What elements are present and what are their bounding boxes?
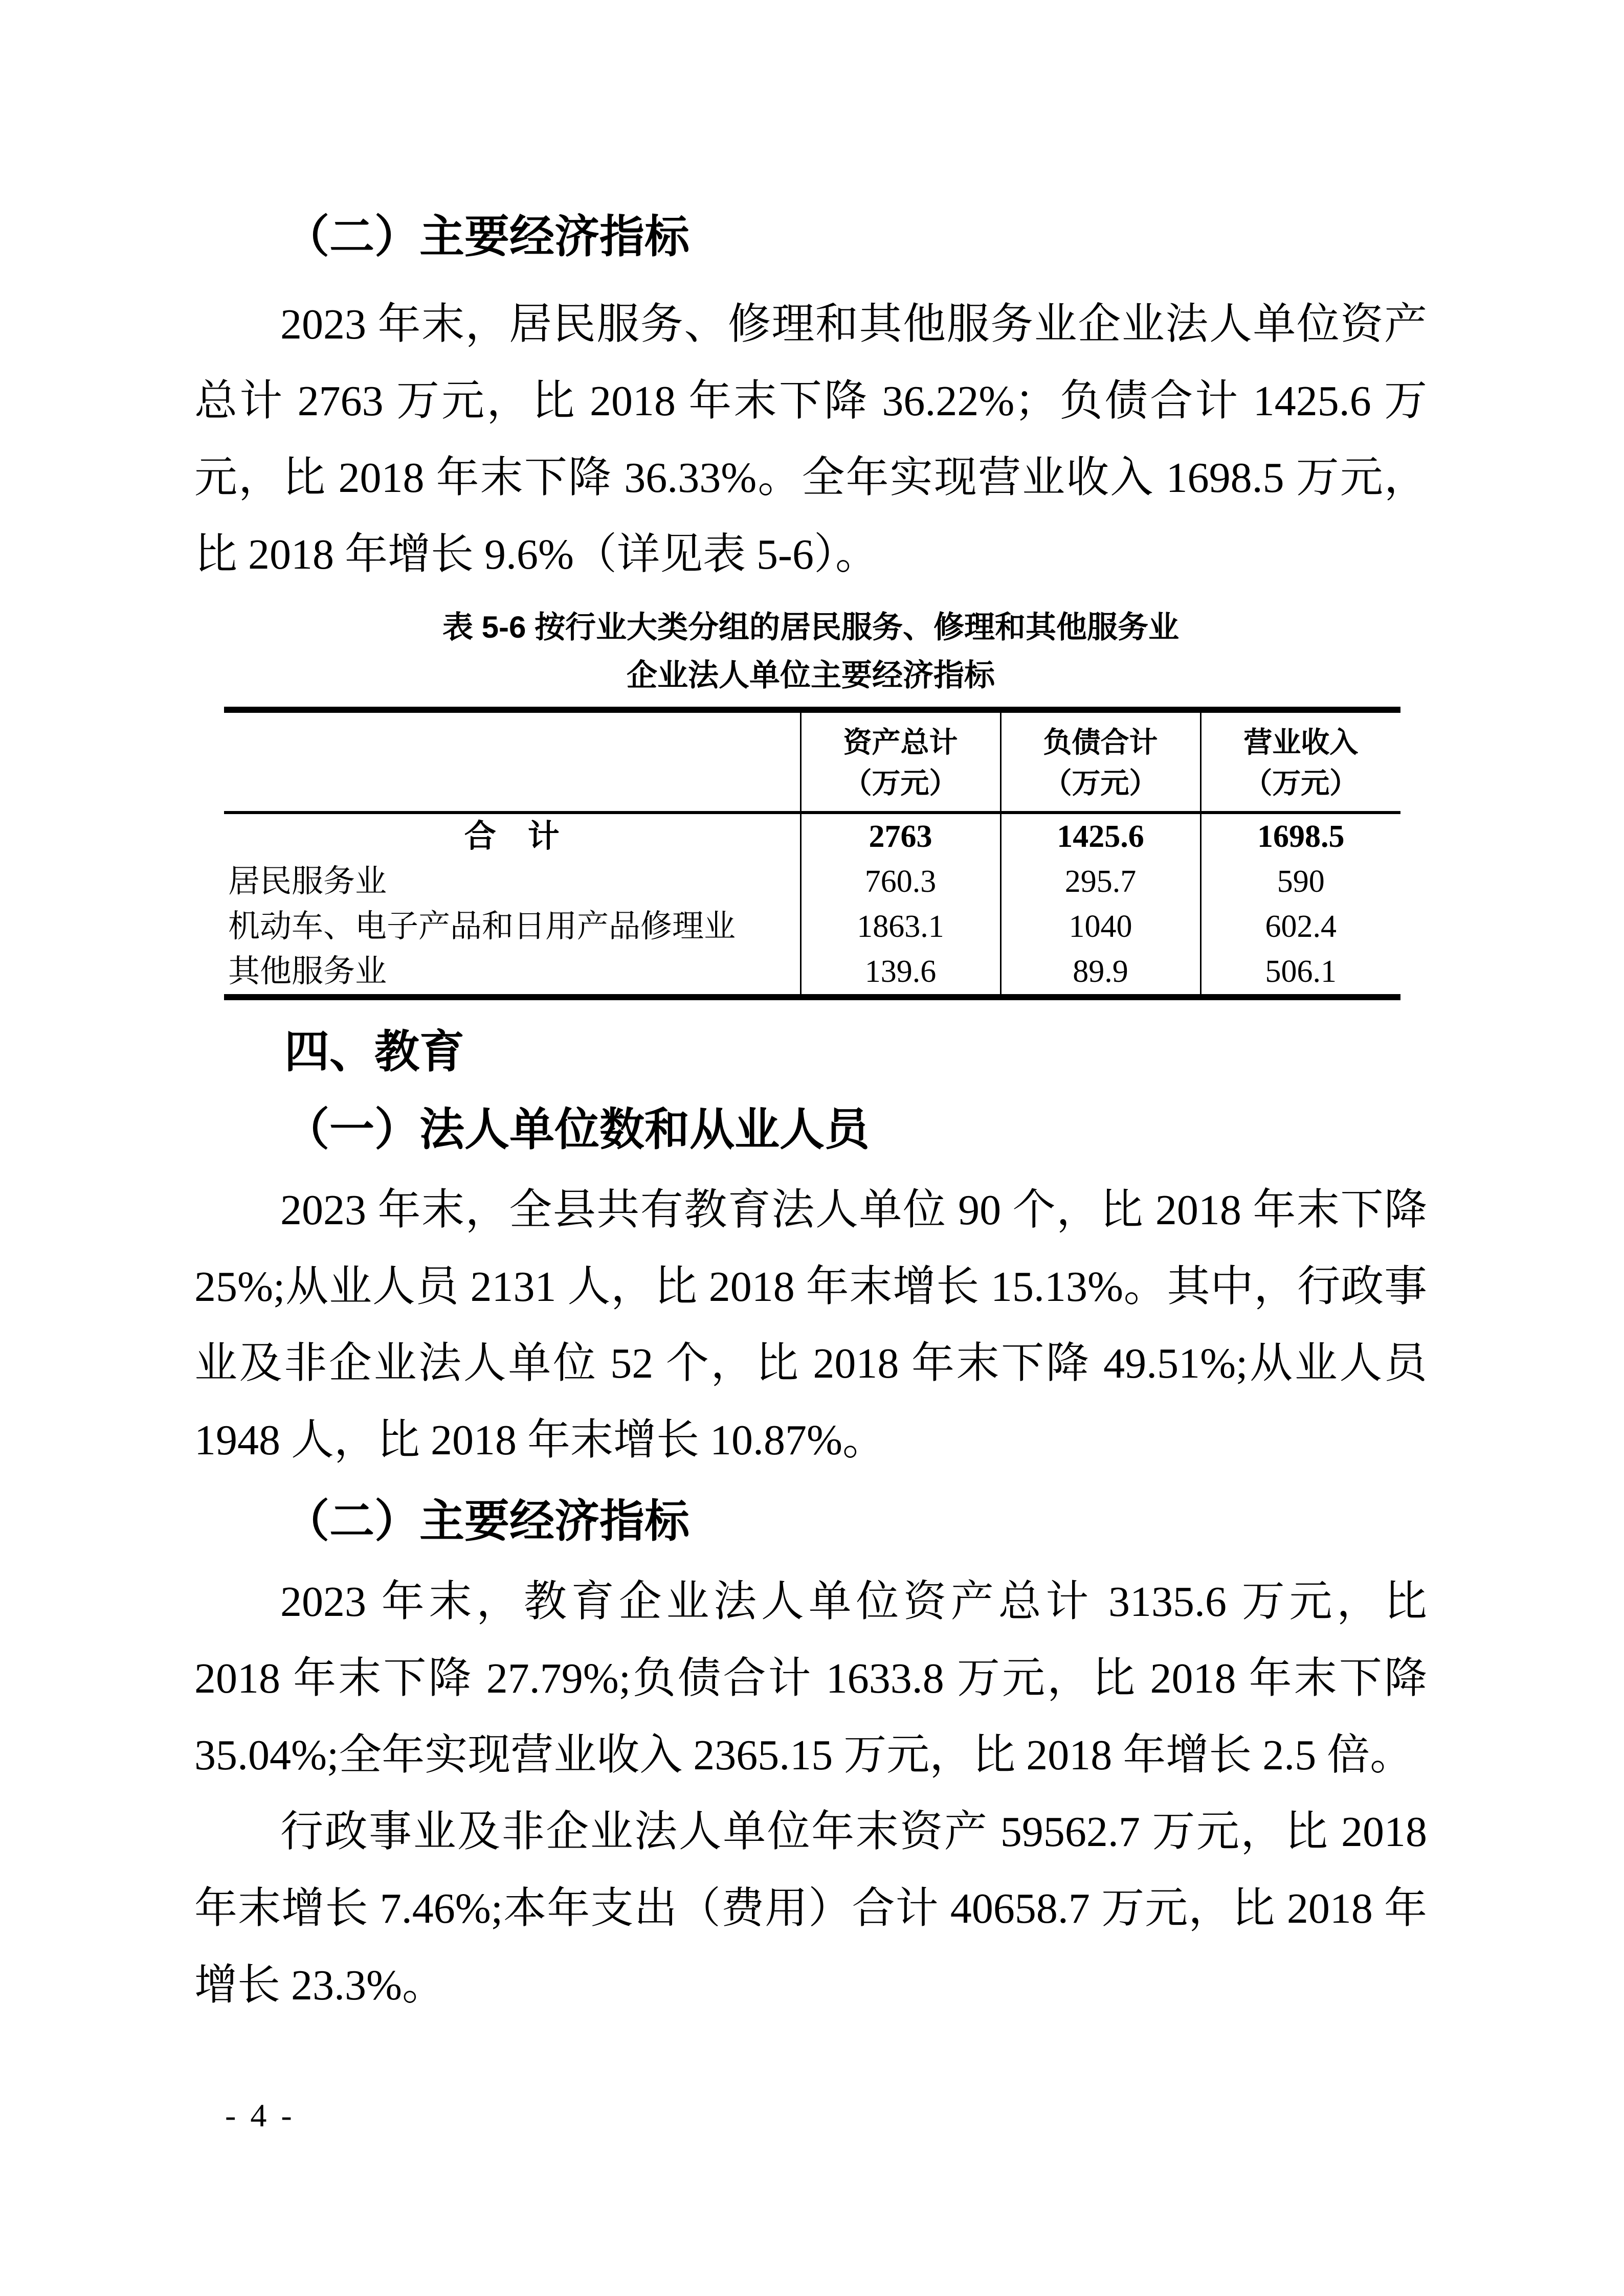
column-header-assets [800, 710, 1000, 813]
row-label: 机动车、电子产品和日用产品修理业 [228, 909, 736, 944]
column-header-assets-unit: （万元） [843, 767, 958, 799]
heading-education: 四、教育 [284, 1026, 465, 1077]
table-body [224, 813, 1400, 997]
cell-revenue: 1698.5 [1200, 813, 1400, 859]
cell-assets: 139.6 [800, 949, 1000, 997]
column-header-liabilities [1000, 710, 1200, 813]
page-number: - 4 - [225, 2097, 295, 2133]
heading-education-econ-indicators: （二）主要经济指标 [284, 1497, 690, 1547]
paragraph-education-econ-1: 2023 年末，教育企业法人单位资产总计 3135.6 万元，比 2018 年末下降 27.79%;负债合计 1633.8 万元，比 2018 年末下降 35.04%;全年实现营业收入 2365.15 万元，比 2018 年增长 2.5 倍。 [194, 1578, 1427, 1779]
table-caption [194, 603, 1427, 700]
paragraph-service-econ: 2023 年末，居民服务、修理和其他服务业企业法人单位资产总计 2763 万元，比 2018 年末下降 36.22%；负债合计 1425.6 万元，比 2018 年末下降 36.33%。全年实现营业收入 1698.5 万元，比 2018 年增长 9.6%（详见表 5-6）。 [194, 301, 1427, 578]
cell-liabilities: 1425.6 [1000, 813, 1200, 859]
column-header-liabilities-unit: （万元） [1043, 767, 1158, 799]
paragraph-education-units-staff: 2023 年末，全县共有教育法人单位 90 个，比 2018 年末下降 25%;从业人员 2131 人，比 2018 年末增长 15.13%。其中，行政事业及非企业法人单位 52 个，比 2018 年末下降 49.51%;从业人员 1948 人，比 2018 年末增长 10.87%。 [194, 1186, 1427, 1464]
cell-revenue: 590 [1200, 859, 1400, 904]
page-content [194, 205, 1427, 2024]
column-header-assets-title: 资产总计 [843, 726, 958, 758]
heading-education-units-staff: （一）法人单位数和从业人员 [284, 1106, 870, 1155]
cell-revenue: 506.1 [1200, 949, 1400, 997]
cell-liabilities: 295.7 [1000, 859, 1200, 904]
column-header-revenue [1200, 710, 1400, 813]
row-label: 合 计 [464, 819, 560, 854]
table-header-row [224, 710, 1400, 813]
cell-assets: 2763 [800, 813, 1000, 859]
heading-service-econ-indicators: （二）主要经济指标 [284, 213, 690, 262]
table-row [224, 949, 1400, 997]
cell-liabilities: 1040 [1000, 904, 1200, 949]
table-row-total [224, 813, 1400, 859]
table-row [224, 859, 1400, 904]
cell-revenue: 602.4 [1200, 904, 1400, 949]
row-label: 居民服务业 [228, 864, 387, 899]
paragraph-education-econ-2: 行政事业及非企业法人单位年末资产 59562.7 万元，比 2018 年末增长 7.46%;本年支出（费用）合计 40658.7 万元，比 2018 年增长 23.3%。 [194, 1808, 1427, 2009]
table-5-6 [224, 707, 1400, 1000]
column-header-liabilities-title: 负债合计 [1043, 726, 1158, 758]
column-header-revenue-title: 营业收入 [1243, 726, 1359, 758]
column-header-industry [224, 710, 800, 813]
table-row [224, 904, 1400, 949]
row-label: 其他服务业 [228, 954, 387, 989]
column-header-revenue-unit: （万元） [1243, 767, 1359, 799]
table-caption-line1: 表 5-6 按行业大类分组的居民服务、修理和其他服务业 [442, 610, 1180, 644]
table-header [224, 710, 1400, 813]
cell-liabilities: 89.9 [1000, 949, 1200, 997]
table-caption-line2: 企业法人单位主要经济指标 [627, 658, 995, 692]
cell-assets: 1863.1 [800, 904, 1000, 949]
table-5-6-wrapper [224, 707, 1400, 1000]
cell-assets: 760.3 [800, 859, 1000, 904]
